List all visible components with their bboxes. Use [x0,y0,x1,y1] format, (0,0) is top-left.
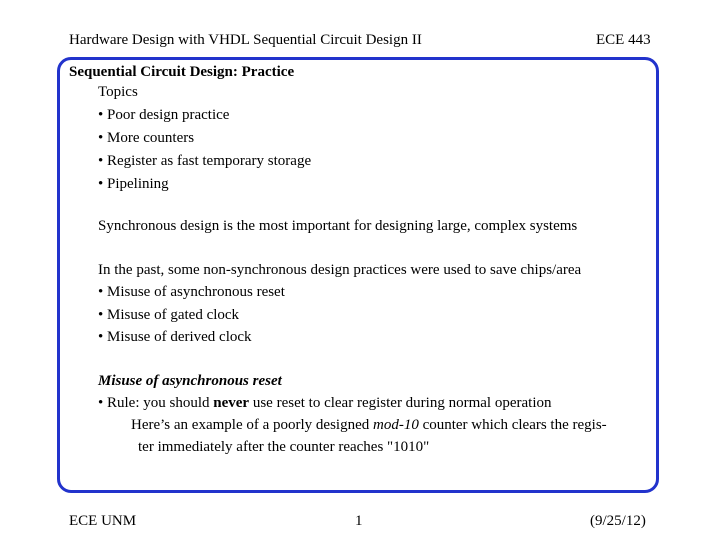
header-course-title: Hardware Design with VHDL Sequential Circuit Design II [69,32,422,48]
example-prefix: Here’s an example of a poorly designed [131,417,373,433]
misuse-item: • Misuse of derived clock [98,329,252,345]
rule-line [98,394,551,412]
example-term: mod-10 [373,417,419,433]
rule-emphasis: never [213,395,250,411]
topics-label: Topics [98,84,138,100]
misuse-item: • Misuse of gated clock [98,307,240,323]
example-line-2: ter immediately after the counter reaches "1010" [138,439,430,455]
topic-item: • More counters [98,130,195,146]
past-statement: In the past, some non-synchronous design practices were used to save chips/area [98,262,582,278]
example-line-1 [131,416,607,434]
example-suffix: counter which clears the regis- [418,417,607,433]
misuse-item: • Misuse of asynchronous reset [98,284,285,300]
footer-left: ECE UNM [69,513,137,529]
topic-item: • Poor design practice [98,107,230,123]
topic-item: • Pipelining [98,176,169,192]
topic-item: • Register as fast temporary storage [98,153,312,169]
section-heading: Misuse of asynchronous reset [98,373,282,389]
sync-statement: Synchronous design is the most important for designing large, complex systems [98,218,578,234]
footer-date: (9/25/12) [590,513,646,529]
rule-suffix: use reset to clear register during normal operation [249,395,552,411]
header-course-code: ECE 443 [596,32,651,48]
slide-title: Sequential Circuit Design: Practice [69,64,295,80]
footer-page-number: 1 [355,513,363,529]
rule-prefix: • Rule: you should [98,395,214,411]
